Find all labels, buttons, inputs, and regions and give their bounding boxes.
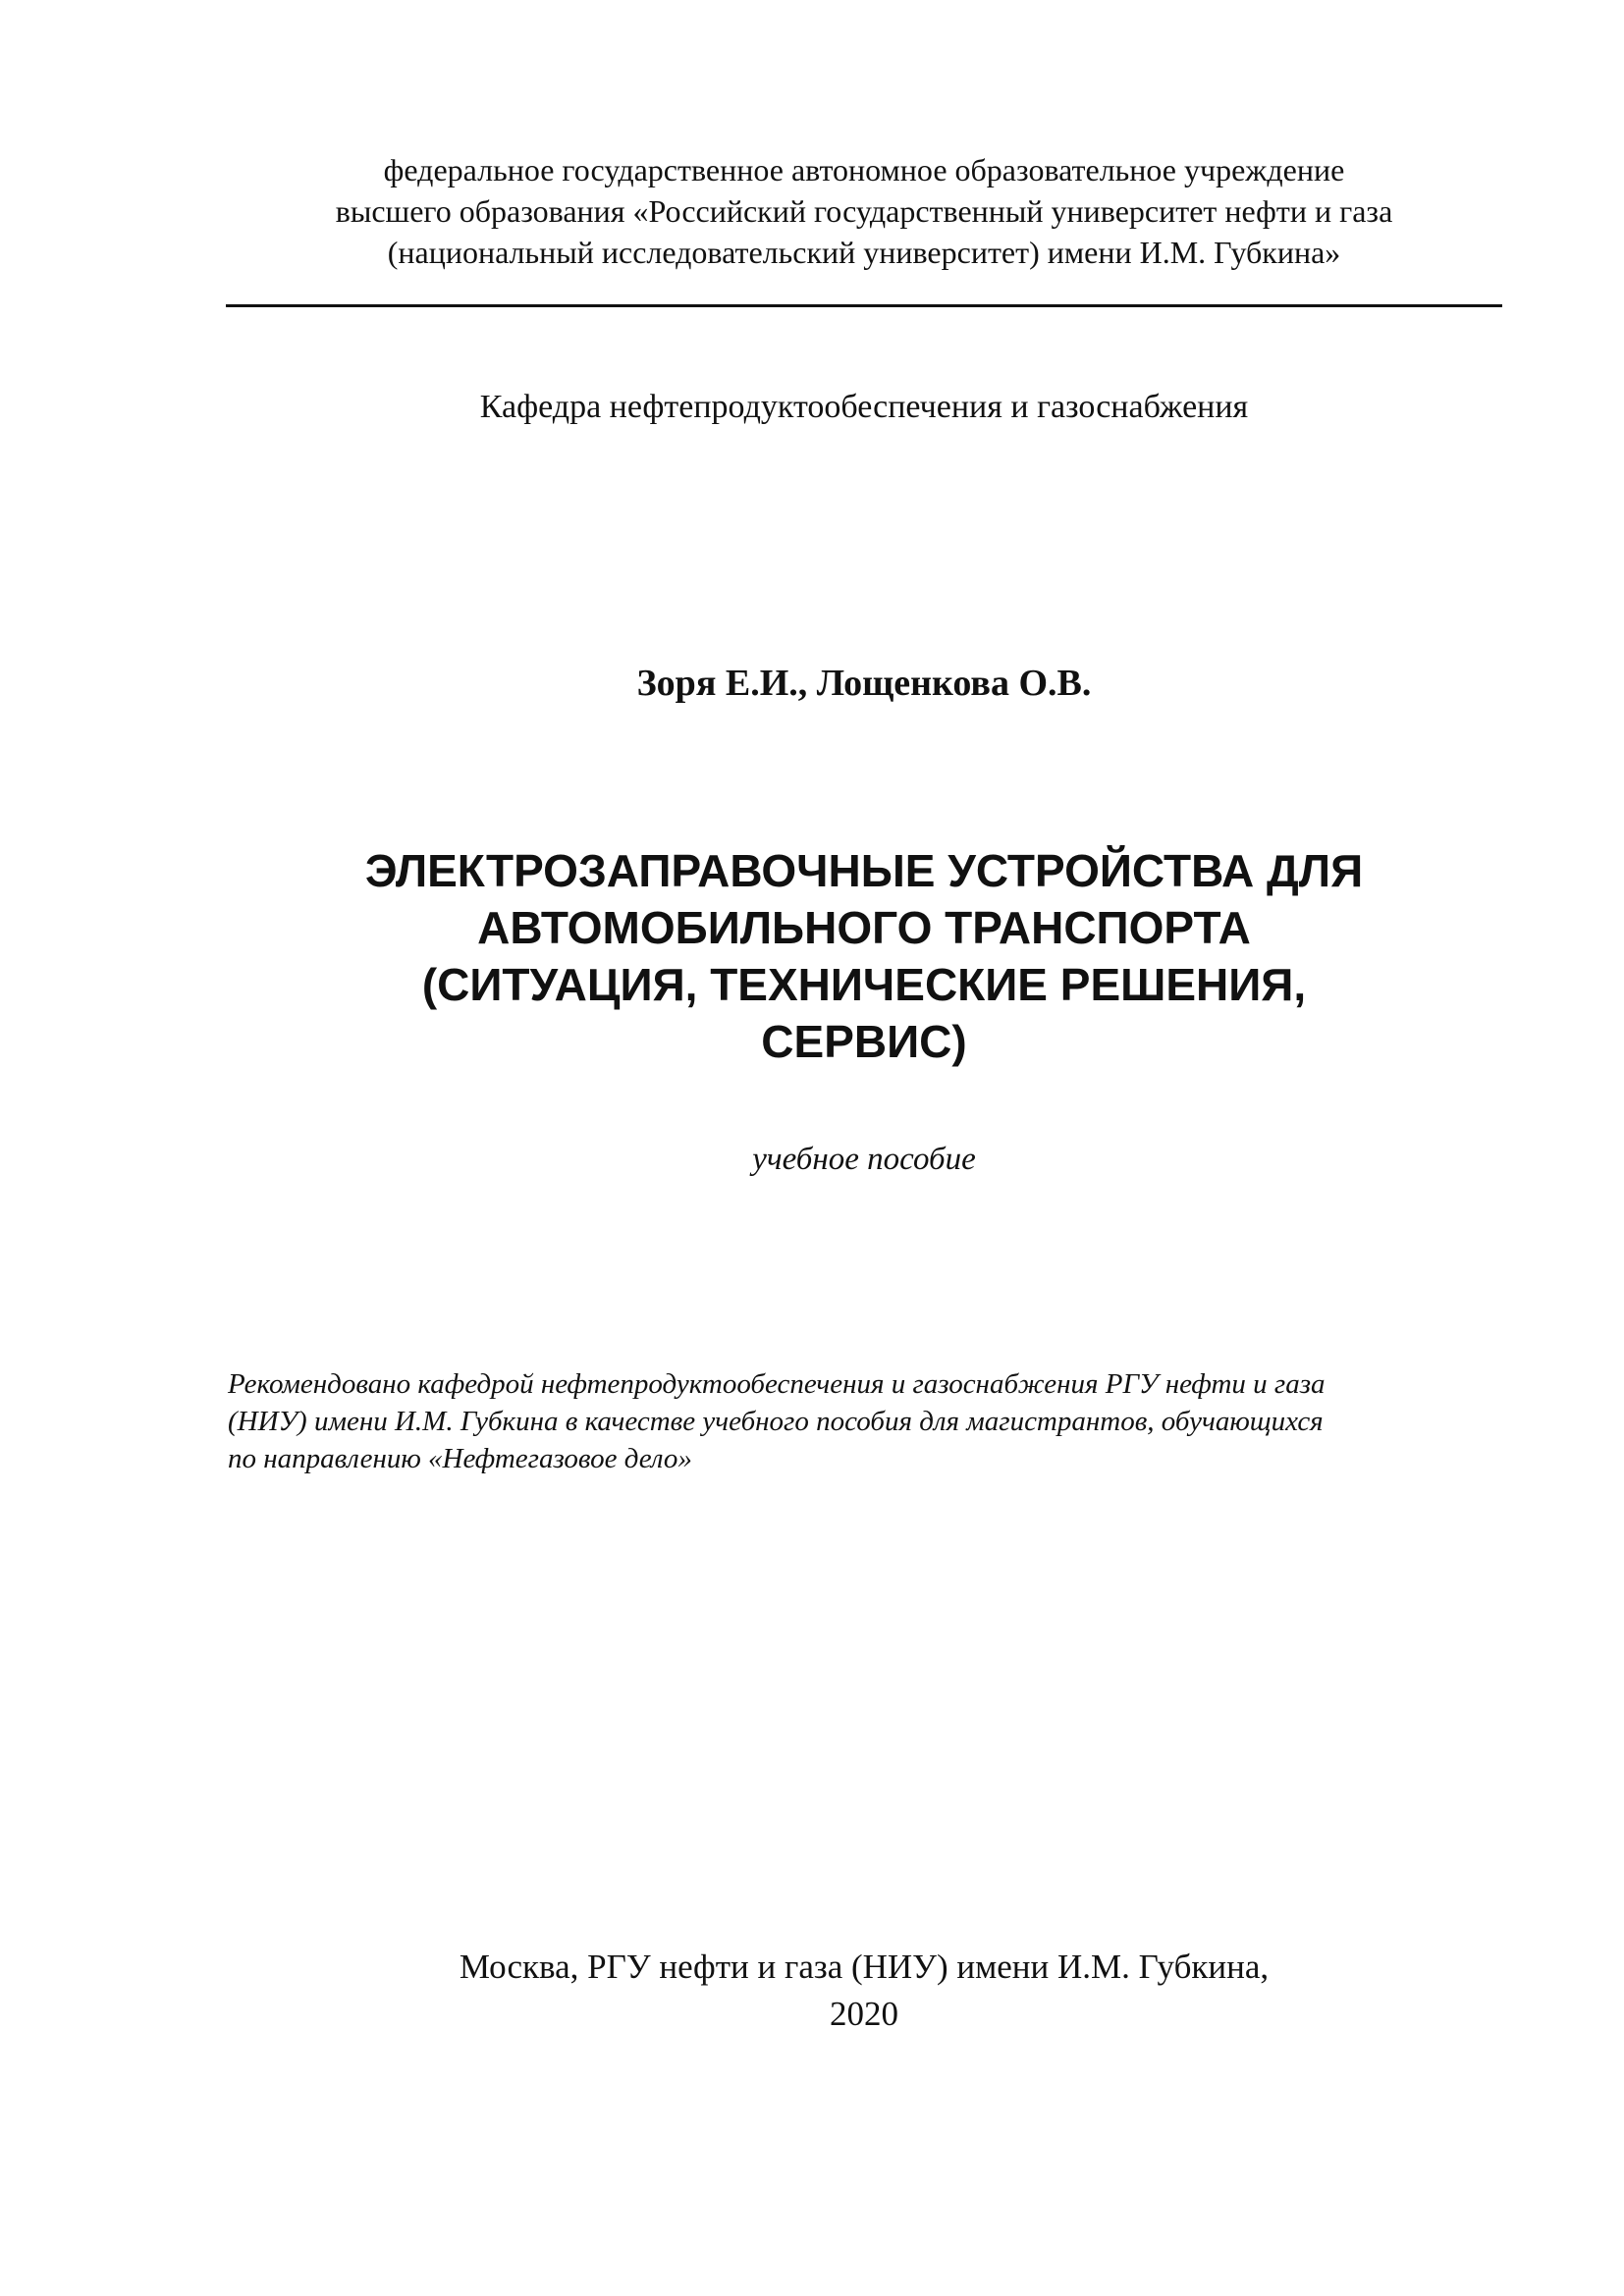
recommendation-line-2: (НИУ) имени И.М. Губкина в качестве учебного пособия для магистрантов, обучающихся — [228, 1406, 1324, 1437]
book-title — [226, 842, 1502, 1070]
title-line-1: ЭЛЕКТРОЗАПРАВОЧНЫЕ УСТРОЙСТВА ДЛЯ — [364, 845, 1364, 896]
imprint-year: 2020 — [830, 1995, 898, 2033]
title-line-3: (СИТУАЦИЯ, ТЕХНИЧЕСКИЕ РЕШЕНИЯ, — [421, 959, 1307, 1010]
publication-type: учебное пособие — [752, 1142, 976, 1177]
authors: Зоря Е.И., Лощенкова О.В. — [636, 663, 1092, 704]
imprint — [226, 1944, 1502, 2038]
department-name: Кафедра нефтепродуктообеспечения и газоснабжения — [479, 389, 1249, 425]
header-divider — [226, 304, 1502, 307]
institution-line-2: высшего образования «Российский государственный университет нефти и газа — [335, 193, 1393, 229]
imprint-place-publisher: Москва, РГУ нефти и газа (НИУ) имени И.М. Губкина, — [459, 1948, 1270, 1986]
institution-header — [226, 149, 1502, 273]
recommendation-note — [228, 1365, 1504, 1477]
title-line-4: СЕРВИС) — [761, 1016, 967, 1067]
institution-line-3: (национальный исследовательский университет) имени И.М. Губкина» — [387, 235, 1341, 270]
title-line-2: АВТОМОБИЛЬНОГО ТРАНСПОРТА — [477, 902, 1251, 953]
recommendation-line-3: по направлению «Нефтегазовое дело» — [228, 1443, 692, 1474]
recommendation-line-1: Рекомендовано кафедрой нефтепродуктообеспечения и газоснабжения РГУ нефти и газа — [228, 1368, 1326, 1400]
institution-line-1: федеральное государственное автономное образовательное учреждение — [383, 152, 1345, 187]
